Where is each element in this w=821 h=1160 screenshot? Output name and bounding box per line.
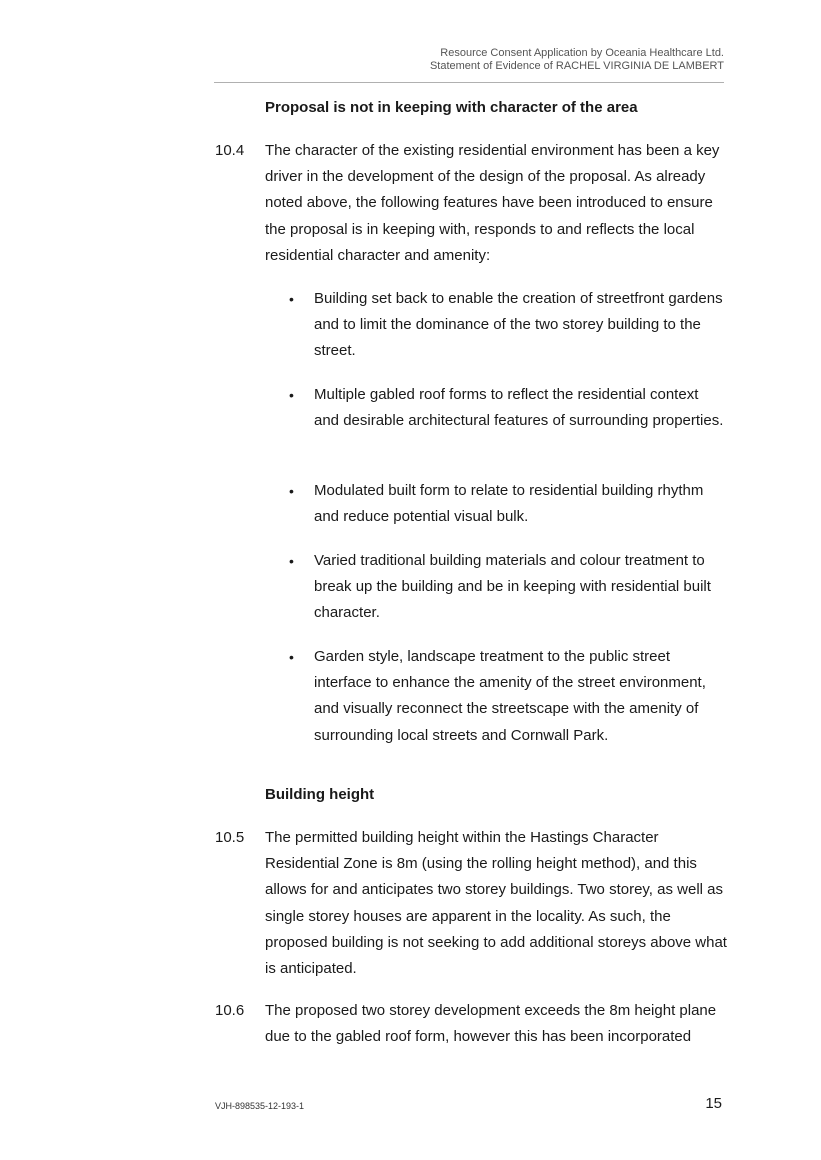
paragraph-number-10-5: 10.5 xyxy=(215,829,245,846)
header-divider xyxy=(214,82,724,83)
bullet-marker: • xyxy=(289,649,294,665)
page-header xyxy=(214,47,724,73)
bullet-item-built-form: Modulated built form to relate to residential building rhythm and reduce potential visual bulk. xyxy=(314,482,704,526)
bullet-item-materials: Varied traditional building materials and colour treatment to break up the building and be in keeping with residential built character. xyxy=(314,552,711,622)
paragraph-number-10-6: 10.6 xyxy=(215,1002,245,1019)
header-line-1: Resource Consent Application by Oceania Healthcare Ltd. xyxy=(440,47,724,59)
paragraph-number-10-4: 10.4 xyxy=(215,142,245,159)
bullet-item-setback: Building set back to enable the creation of streetfront gardens and to limit the dominance of the two storey building to the street. xyxy=(314,290,723,360)
paragraph-10-6-text: The proposed two storey development exceeds the 8m height plane due to the gabled roof form, however this has been incorporated xyxy=(265,1002,717,1046)
paragraph-10-4-text: The character of the existing residential environment has been a key driver in the development of the design of the proposal. As already noted above, the following features have been introduced to ensure the proposal is in keeping with, responds to and reflects the local residential character and amenity: xyxy=(265,142,720,264)
document-reference: VJH-898535-12-193-1 xyxy=(215,1101,305,1111)
bullet-marker: • xyxy=(289,483,294,499)
header-line-2: Statement of Evidence of RACHEL VIRGINIA DE LAMBERT xyxy=(429,60,724,72)
bullet-item-landscape: Garden style, landscape treatment to the public street interface to enhance the amenity of the street environment, and visually reconnect the streetscape with the amenity of surrounding local streets and Cornwall Park. xyxy=(314,648,706,744)
bullet-marker: • xyxy=(289,553,294,569)
paragraph-10-5-text: The permitted building height within the Hastings Character Residential Zone is 8m (using the rolling height method), and this allows for and anticipates two storey buildings. Two storey, as well as single storey houses are apparent in the locality. As such, the proposed building is not seeking to add additional storeys above what is anticipated. xyxy=(265,829,727,978)
section-heading-building-height: Building height xyxy=(265,786,375,803)
bullet-marker: • xyxy=(289,291,294,307)
page-number: 15 xyxy=(705,1095,722,1112)
bullet-marker: • xyxy=(289,387,294,403)
bullet-item-gabled-roof: Multiple gabled roof forms to reflect the residential context and desirable architectural features of surrounding properties. xyxy=(314,386,724,430)
section-heading-character: Proposal is not in keeping with character of the area xyxy=(265,99,638,116)
